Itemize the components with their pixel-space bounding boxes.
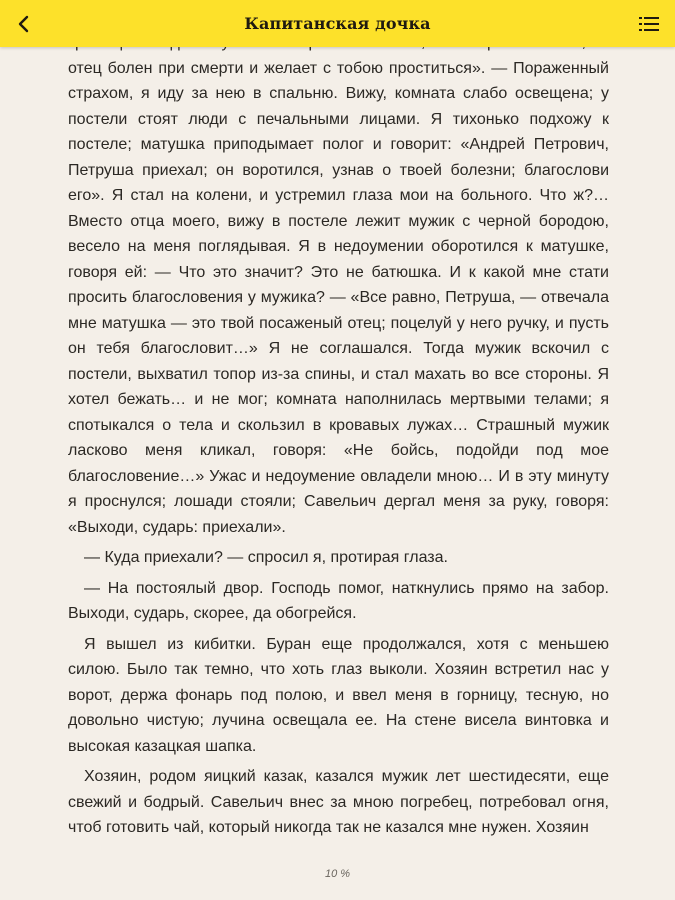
reading-progress: 10 % [324, 868, 351, 880]
book-text [68, 30, 609, 846]
paragraph: Хозяин, родом яицкий казак, казался мужик лет шестидесяти, еще свежий и бодрый. Савельич внес за мною погребец, потребовал огня, чтоб готовить чай, который никогда так не казался мне нужен. Хозяин [68, 768, 609, 836]
book-title: Капитанская дочка [244, 14, 431, 33]
chevron-left-icon [14, 14, 34, 34]
table-of-contents-icon [638, 15, 660, 33]
back-button[interactable] [6, 6, 42, 42]
paragraph: отец болен при смерти и желает с тобою проститься». — Пораженный страхом, я иду за нею в спальню. Вижу, комната слабо освещена; у постели стоят люди с печальными лицами. Я тихонько подхожу к постеле; матушка приподымает полог и говорит: «Андрей Петрович, Петруша приехал; он воротился, узнав о твоей болезни; благослови его». Я стал на колени, и устремил глаза мои на больного. Что ж?… Вместо отца моего, вижу в постеле лежит мужик с черной бородою, весело на меня поглядывая. Я в недоумении оборотился к матушке, говоря ей: — Что это значит? Это не батюшка. И к какой мне стати просить благословения у мужика? — «Все равно, Петруша, — отвечала мне матушка — это твой посаженый отец; поцелуй у него ручку, и пусть он тебя благословит…» Я не соглашался. Тогда мужик вскочил с постели, выхватил топор из-за спины, и стал махать во все стороны. Я хотел бежать… и не мог; комната наполнилась мертвыми телами; я спотыкался о тела и скользил в кровавых лужах… Страшный мужик ласково меня кликал, говоря: «Не бойсь, подойди под мое благословение…» Ужас и недоумение овладели мною… И в эту минуту я проснулся; лошади стояли; Савельич дергал меня за руку, говоря: «Выходи, сударь: приехали». [68, 59, 609, 536]
table-of-contents-button[interactable] [631, 6, 667, 42]
paragraph: — На постоялый двор. Господь помог, наткнулись прямо на забор. Выходи, сударь, скорее, да обогрейся. [68, 579, 609, 622]
paragraph: — Куда приехали? — спросил я, протирая глаза. [84, 549, 448, 566]
paragraph: Я вышел из кибитки. Буран еще продолжался, хотя с меньшею силою. Было так темно, что хоть глаз выколи. Хозяин встретил нас у ворот, держа фонарь под полою, и ввел меня в горницу, тесную, но довольно чистую; лучина освещала ее. На стене висела винтовка и высокая казацкая шапка. [68, 635, 609, 755]
top-app-bar [0, 0, 675, 47]
